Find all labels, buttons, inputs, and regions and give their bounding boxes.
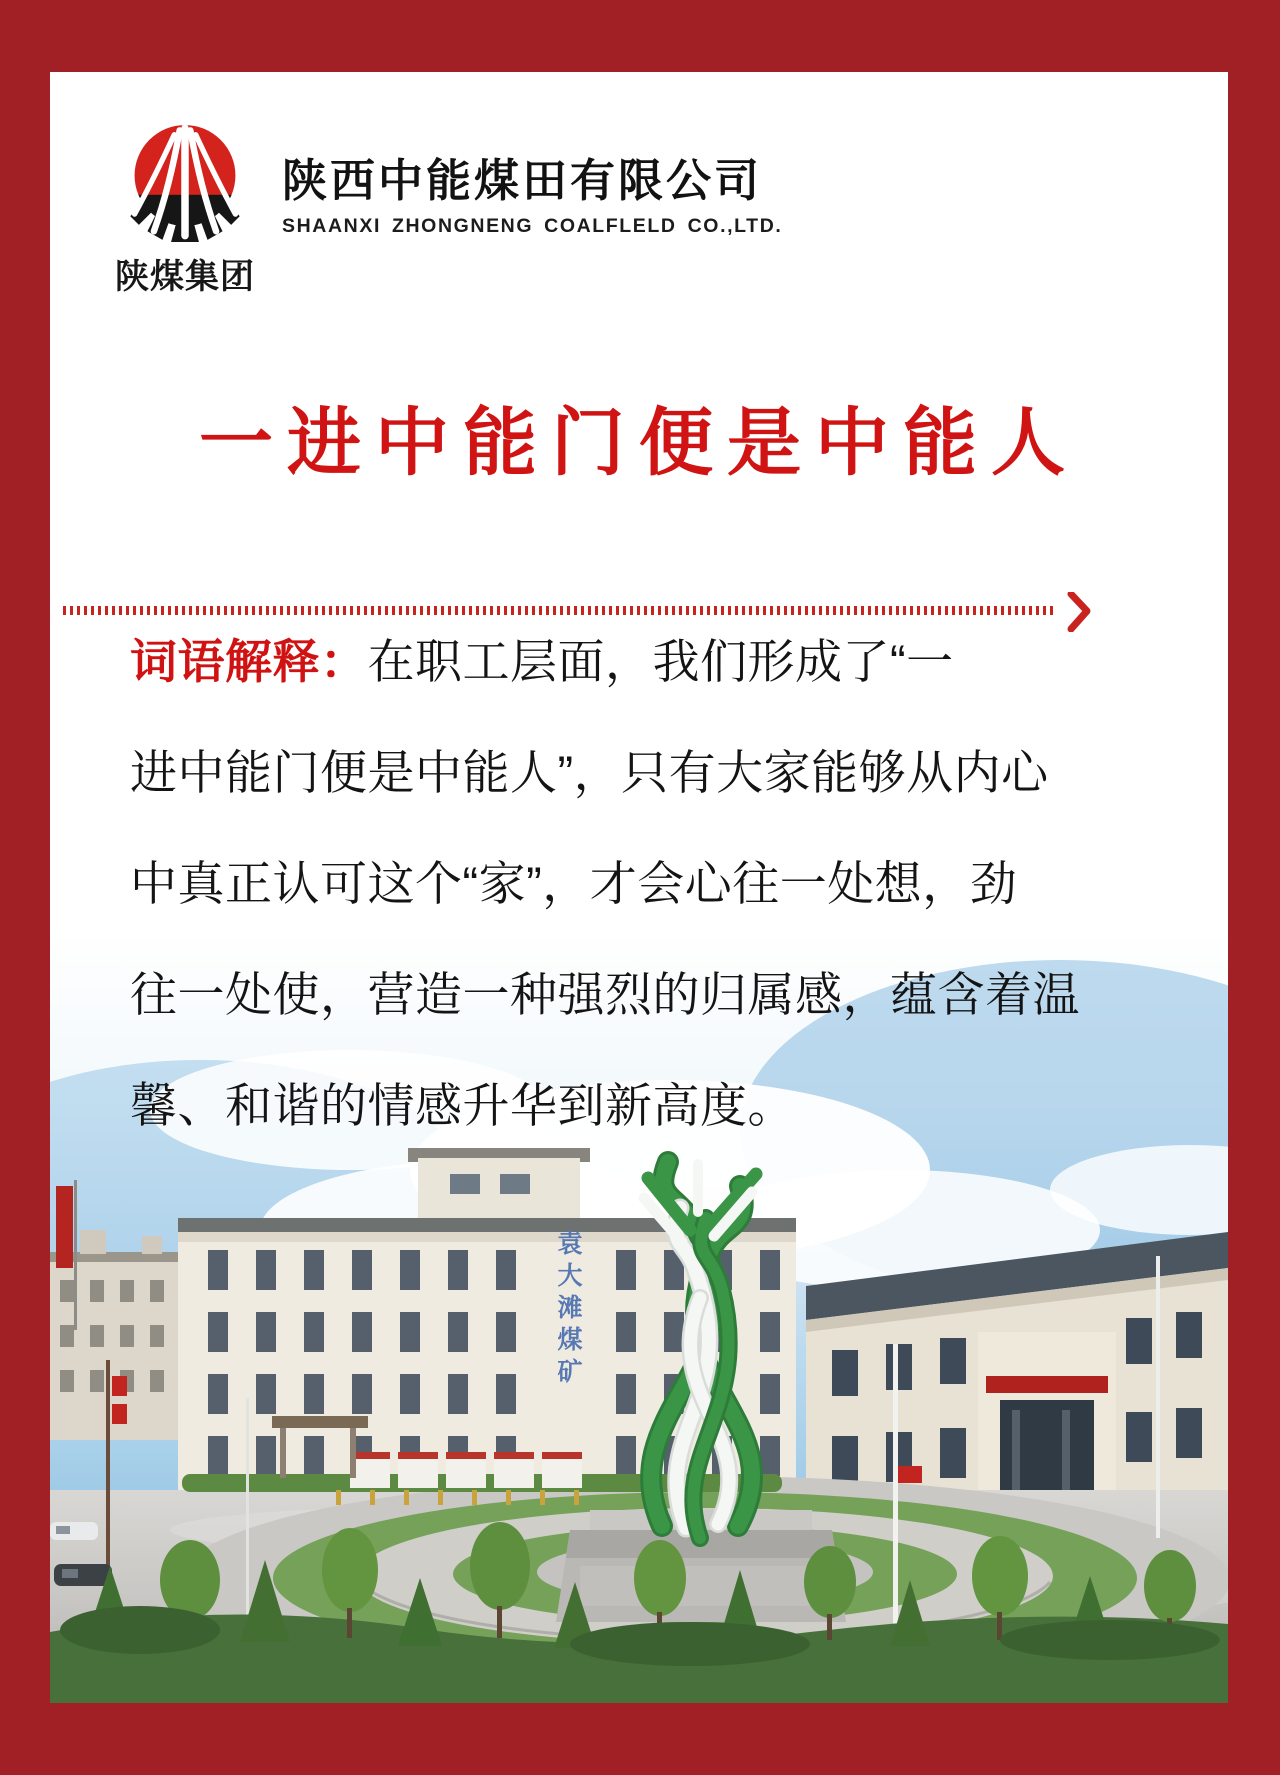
poster-headline: 一进中能门便是中能人 bbox=[199, 401, 1079, 484]
brand-header bbox=[110, 124, 782, 298]
building-sign: 袁大滩煤矿 bbox=[554, 1230, 582, 1390]
company-name-en: SHAANXI ZHONGNENG COALFLELD CO.,LTD. bbox=[282, 214, 783, 237]
paragraph-lead: 词语解释： bbox=[130, 635, 368, 688]
logo-caption: 陕煤集团 bbox=[115, 258, 255, 296]
paragraph-line: 馨、和谐的情感升华到新高度。 bbox=[130, 1079, 795, 1132]
company-names bbox=[282, 124, 782, 238]
paragraph-text: 在职工层面，我们形成了“一 bbox=[367, 635, 954, 688]
company-logo bbox=[110, 124, 260, 298]
entrance-banner bbox=[986, 1376, 1108, 1393]
arrow-right-icon bbox=[1067, 592, 1093, 632]
shaanxi-coal-group-logo-icon bbox=[126, 124, 244, 242]
paragraph-line: 中真正认可这个“家”，才会心往一处想，劲 bbox=[130, 857, 1018, 910]
paragraph-line: 进中能门便是中能人”，只有大家能够从内心 bbox=[130, 746, 1049, 799]
paragraph-line: 往一处使，营造一种强烈的归属感，蕴含着温 bbox=[130, 968, 1080, 1021]
poster-inner-panel bbox=[50, 72, 1228, 1703]
company-name-cn: 陕西中能煤田有限公司 bbox=[282, 155, 763, 206]
explanation-paragraph bbox=[130, 606, 1080, 1161]
paragraph-line bbox=[130, 606, 1050, 717]
